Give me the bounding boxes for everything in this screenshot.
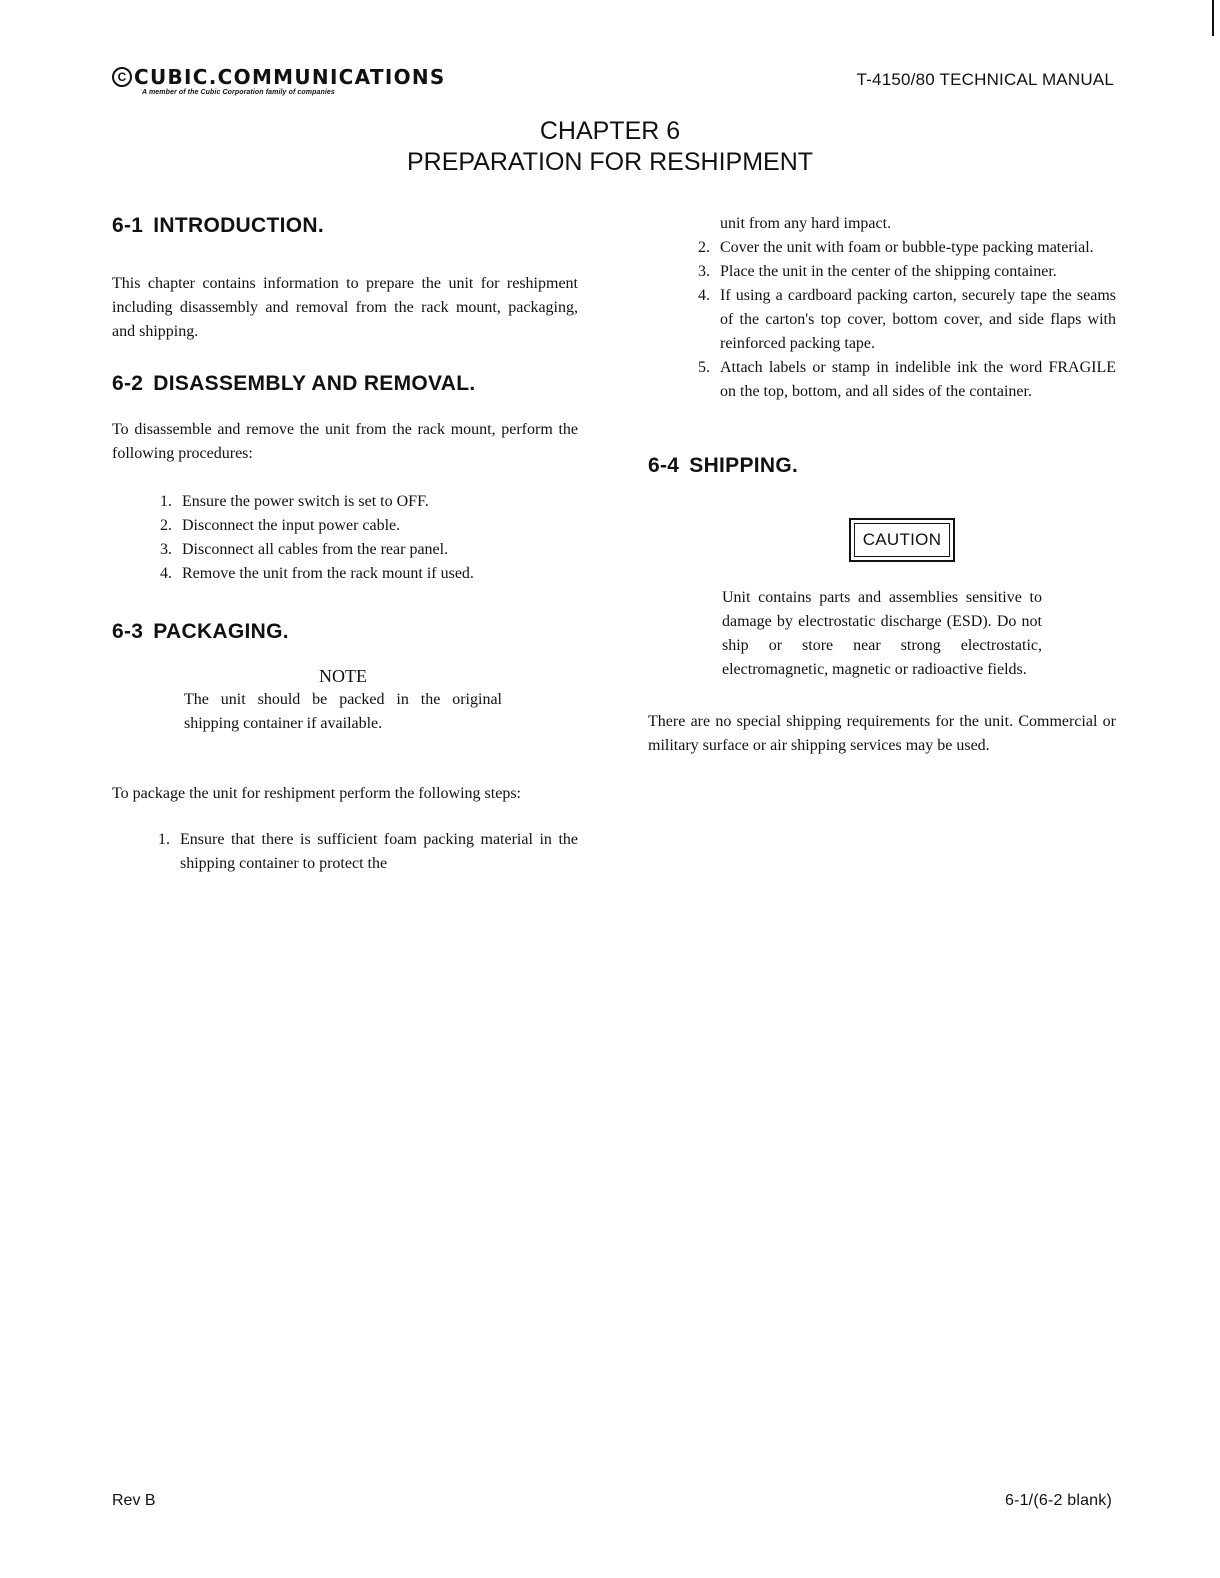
shipping-paragraph: There are no special shipping requirements for the unit. Commercial or military surface or air shipping services may be used. — [648, 713, 1116, 754]
section-title: PACKAGING. — [153, 620, 289, 643]
section-number: 6-1 — [112, 214, 144, 237]
left-column — [112, 214, 578, 876]
section-heading-disassembly — [112, 372, 578, 396]
chapter-number: CHAPTER 6 — [539, 117, 681, 145]
section-heading-packaging — [112, 620, 578, 644]
cubic-logo-icon: C — [112, 67, 132, 87]
step-number: 2. — [160, 517, 172, 534]
step-number: 2. — [698, 239, 710, 256]
packaging-steps-part2 — [698, 212, 1116, 404]
step-text: Disconnect the input power cable. — [182, 517, 401, 534]
section-heading-shipping — [648, 454, 1116, 478]
step-text: If using a cardboard packing carton, securely tape the seams of the carton's top cover, bottom cover, and side flaps with reinforced packing tape. — [720, 287, 1116, 352]
company-tagline: A member of the Cubic Corporation family of companies — [142, 89, 335, 96]
chapter-title: PREPARATION FOR RESHIPMENT — [406, 148, 814, 176]
section-number: 6-2 — [112, 372, 144, 395]
list-item — [698, 356, 1116, 404]
section-title: SHIPPING. — [689, 454, 799, 477]
step-text: Attach labels or stamp in indelible ink the word FRAGILE on the top, bottom, and all sides of the container. — [720, 359, 1116, 400]
step-text: Ensure the power switch is set to OFF. — [182, 493, 429, 510]
note-text: The unit should be packed in the original shipping container if available. — [184, 691, 502, 732]
list-item — [698, 260, 1116, 284]
packaging-steps-part1 — [158, 828, 578, 876]
scan-edge-mark — [1212, 0, 1214, 36]
right-column — [648, 214, 1116, 758]
step-text: Cover the unit with foam or bubble-type packing material. — [720, 239, 1094, 256]
section-title: INTRODUCTION. — [153, 214, 324, 237]
manual-title: T-4150/80 TECHNICAL MANUAL — [856, 70, 1114, 89]
step-number: 1. — [158, 831, 170, 848]
packaging-note — [184, 664, 502, 736]
revision-label: Rev B — [112, 1492, 156, 1509]
list-item-continuation — [698, 212, 1116, 236]
chapter-heading — [0, 116, 1220, 178]
section-title: DISASSEMBLY AND REMOVAL. — [153, 372, 476, 395]
step-text: Remove the unit from the rack mount if used. — [182, 565, 474, 582]
list-item — [160, 490, 578, 514]
step-number: 1. — [160, 493, 172, 510]
list-item — [160, 562, 578, 586]
caution-label: CAUTION — [854, 523, 951, 557]
caution-text: Unit contains parts and assemblies sensitive to damage by electrostatic discharge (ESD). Do not ship or store near strong electrostatic, electromagnetic, magnetic or radioactive fields. — [722, 589, 1042, 678]
list-item — [698, 284, 1116, 356]
introduction-paragraph: This chapter contains information to prepare the unit for reshipment including disassembly and removal from the rack mount, packaging, and shipping. — [112, 275, 578, 340]
list-item — [160, 514, 578, 538]
step-text: Disconnect all cables from the rear panel. — [182, 541, 449, 558]
caution-container — [648, 518, 1116, 562]
company-logo — [112, 66, 446, 96]
note-label: NOTE — [319, 666, 367, 686]
step-text: Place the unit in the center of the shipping container. — [720, 263, 1057, 280]
section-number: 6-3 — [112, 620, 144, 643]
disassembly-intro: To disassemble and remove the unit from the rack mount, perform the following procedures: — [112, 421, 578, 462]
step-number: 3. — [160, 541, 172, 558]
company-name: CUBIC.COMMUNICATIONS — [134, 65, 446, 89]
page-number: 6-1/(6-2 blank) — [1004, 1492, 1112, 1509]
step-text: Ensure that there is sufficient foam packing material in the shipping container to protect the — [180, 831, 578, 872]
section-heading-introduction — [112, 214, 578, 238]
list-item — [160, 538, 578, 562]
step-number: 5. — [698, 359, 710, 376]
caution-box — [849, 518, 956, 562]
disassembly-steps — [160, 490, 578, 586]
section-number: 6-4 — [648, 454, 680, 477]
step-text-continuation: unit from any hard impact. — [720, 215, 892, 232]
step-number: 3. — [698, 263, 710, 280]
list-item — [698, 236, 1116, 260]
step-number: 4. — [698, 287, 710, 304]
list-item — [158, 828, 578, 876]
step-number: 4. — [160, 565, 172, 582]
step-number-spacer — [698, 212, 720, 236]
packaging-intro: To package the unit for reshipment perform the following steps: — [112, 785, 521, 802]
